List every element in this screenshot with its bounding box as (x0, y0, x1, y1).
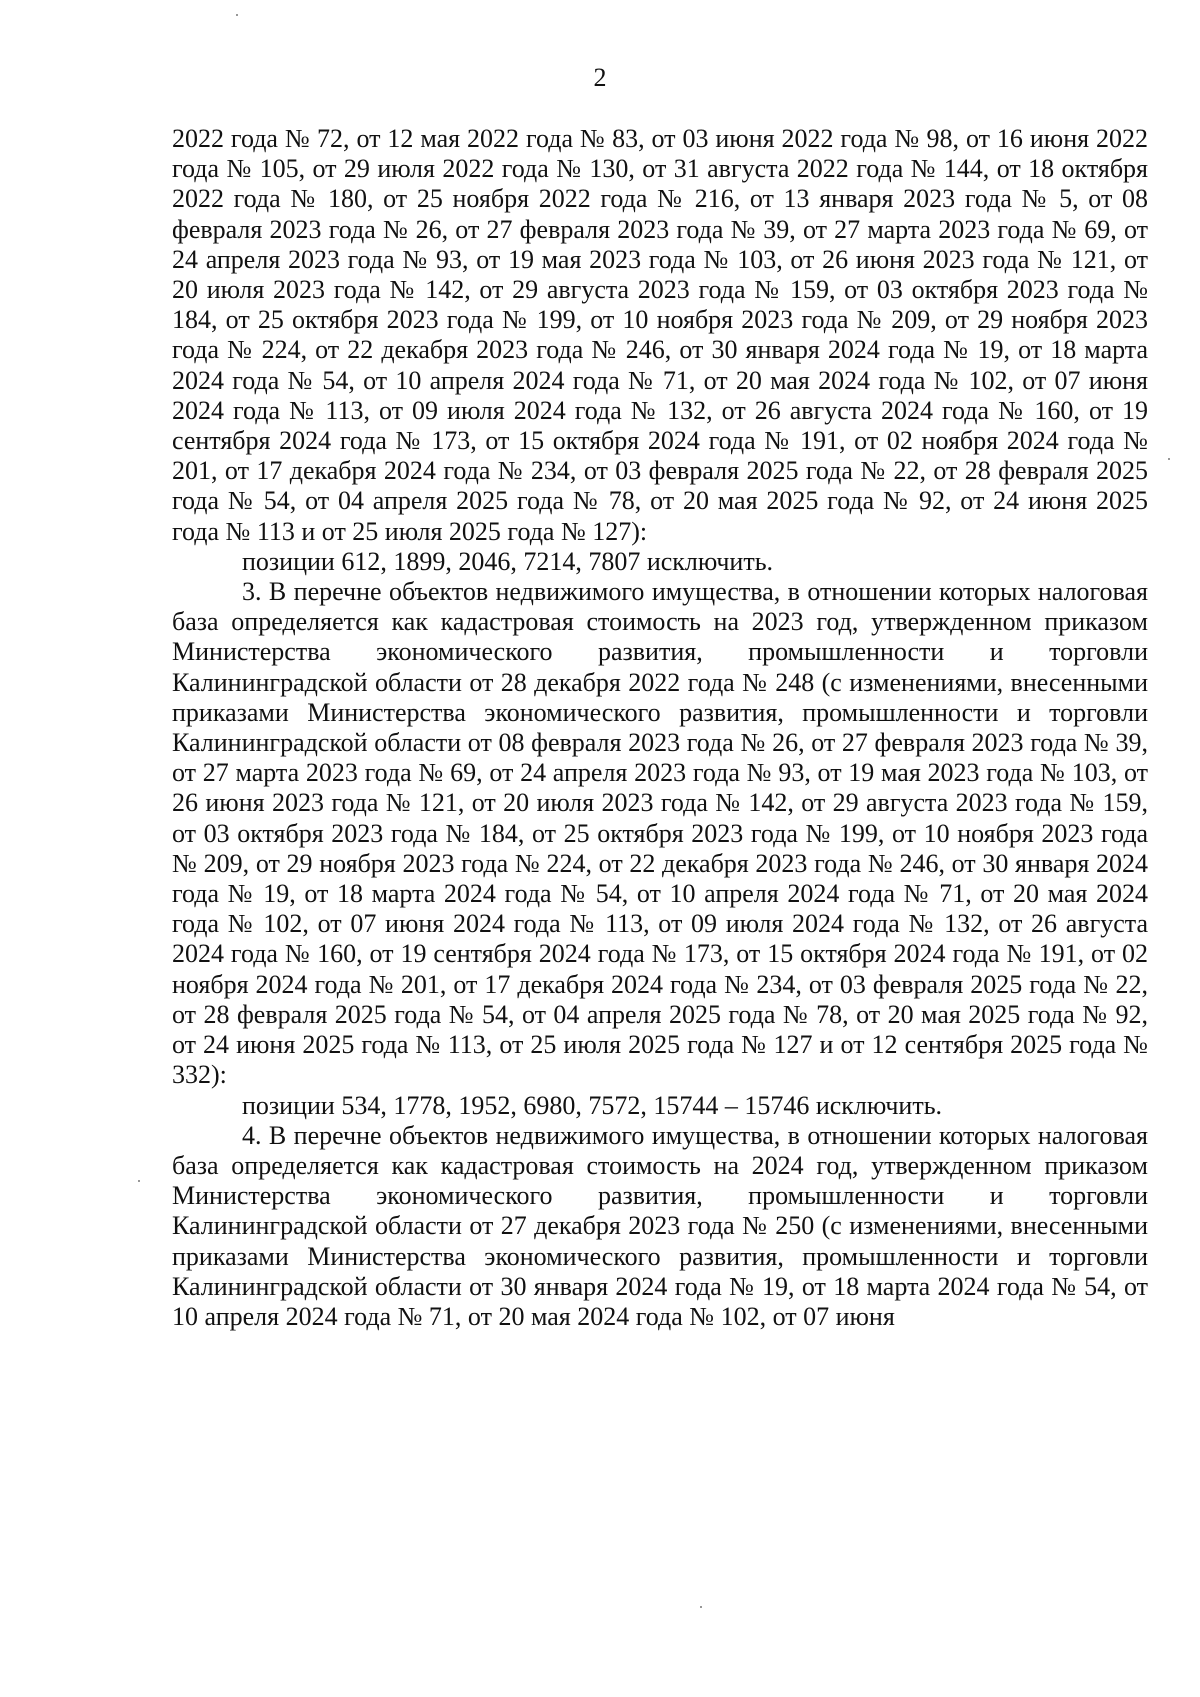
document-body (172, 124, 1148, 1332)
scan-speck (236, 14, 238, 16)
paragraph-exclude-positions-2022: позиции 612, 1899, 2046, 7214, 7807 исключить. (242, 546, 774, 576)
scan-speck (700, 1606, 702, 1608)
paragraph-exclude-positions-2023: позиции 534, 1778, 1952, 6980, 7572, 15744 – 15746 исключить. (242, 1090, 943, 1120)
scan-speck (1168, 458, 1170, 460)
paragraph-continuation: 2022 года № 72, от 12 мая 2022 года № 83, от 03 июня 2022 года № 98, от 16 июня 2022 года № 105, от 29 июля 2022 года № 130, от 31 августа 2022 года № 144, от 18 октября 2022 года № 180, от 25 ноября 2022 года № 216, от 13 января 2023 года № 5, от 08 февраля 2023 года № 26, от 27 февраля 2023 года № 39, от 27 марта 2023 года № 69, от 24 апреля 2023 года № 93, от 19 мая 2023 года № 103, от 26 июня 2023 года № 121, от 20 июля 2023 года № 142, от 29 августа 2023 года № 159, от 03 октября 2023 года № 184, от 25 октября 2023 года № 199, от 10 ноября 2023 года № 209, от 29 ноября 2023 года № 224, от 22 декабря 2023 года № 246, от 30 января 2024 года № 19, от 18 марта 2024 года № 54, от 10 апреля 2024 года № 71, от 20 мая 2024 года № 102, от 07 июня 2024 года № 113, от 09 июля 2024 года № 132, от 26 августа 2024 года № 160, от 19 сентября 2024 года № 173, от 15 октября 2024 года № 191, от 02 ноября 2024 года № 201, от 17 декабря 2024 года № 234, от 03 февраля 2025 года № 22, от 28 февраля 2025 года № 54, от 04 апреля 2025 года № 78, от 20 мая 2025 года № 92, от 24 июня 2025 года № 113 и от 25 июля 2025 года № 127): (172, 124, 1148, 546)
scan-speck (138, 1180, 140, 1182)
paragraph-item-3: 3. В перечне объектов недвижимого имущества, в отношении которых налоговая база определяется как кадастровая стоимость на 2023 год, утвержденном приказом Министерства экономического развития, промышленности и торговли Калининградской области от 28 декабря 2022 года № 248 (с изменениями, внесенными приказами Министерства экономического развития, промышленности и торговли Калининградской области от 08 февраля 2023 года № 26, от 27 февраля 2023 года № 39, от 27 марта 2023 года № 69, от 24 апреля 2023 года № 93, от 19 мая 2023 года № 103, от 26 июня 2023 года № 121, от 20 июля 2023 года № 142, от 29 августа 2023 года № 159, от 03 октября 2023 года № 184, от 25 октября 2023 года № 199, от 10 ноября 2023 года № 209, от 29 ноября 2023 года № 224, от 22 декабря 2023 года № 246, от 30 января 2024 года № 19, от 18 марта 2024 года № 54, от 10 апреля 2024 года № 71, от 20 мая 2024 года № 102, от 07 июня 2024 года № 113, от 09 июля 2024 года № 132, от 26 августа 2024 года № 160, от 19 сентября 2024 года № 173, от 15 октября 2024 года № 191, от 02 ноября 2024 года № 201, от 17 декабря 2024 года № 234, от 03 февраля 2025 года № 22, от 28 февраля 2025 года № 54, от 04 апреля 2025 года № 78, от 20 мая 2025 года № 92, от 24 июня 2025 года № 113, от 25 июля 2025 года № 127 и от 12 сентября 2025 года № 332): (172, 577, 1148, 1090)
page-number: 2 (593, 63, 607, 92)
paragraph-item-4: 4. В перечне объектов недвижимого имущества, в отношении которых налоговая база определяется как кадастровая стоимость на 2024 год, утвержденном приказом Министерства экономического развития, промышленности и торговли Калининградской области от 27 декабря 2023 года № 250 (с изменениями, внесенными приказами Министерства экономического развития, промышленности и торговли Калининградской области от 30 января 2024 года № 19, от 18 марта 2024 года № 54, от 10 апреля 2024 года № 71, от 20 мая 2024 года № 102, от 07 июня (172, 1120, 1148, 1331)
